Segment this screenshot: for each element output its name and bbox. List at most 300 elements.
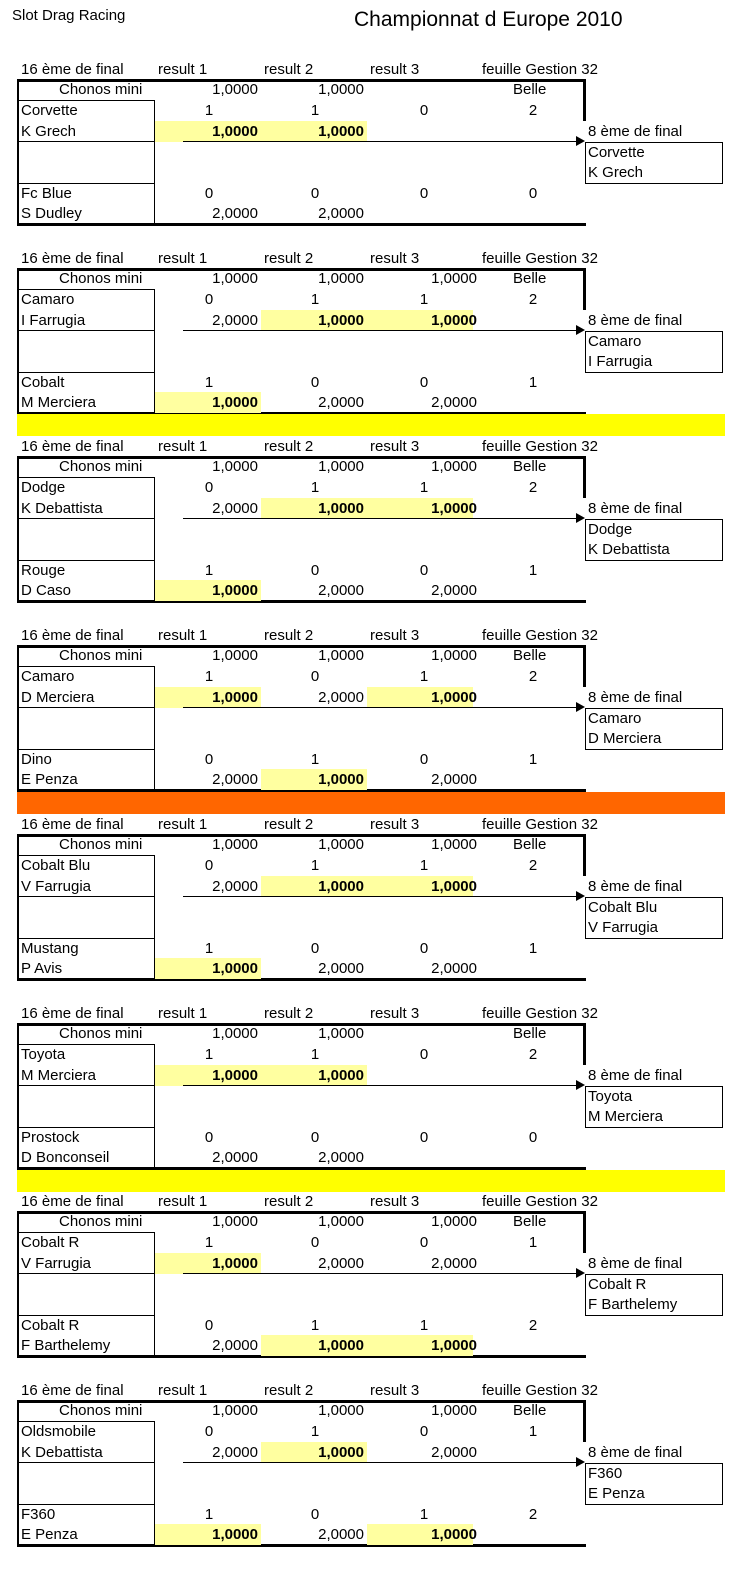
bottom-car-name: Fc Blue — [21, 185, 72, 202]
box-right-border — [583, 834, 586, 876]
belle-label: Belle — [513, 1402, 547, 1419]
bot-time: 2,0000 — [431, 960, 477, 977]
yellow-bar — [17, 1170, 725, 1192]
bot-win-count: 0 — [419, 562, 429, 579]
advance-arrow-head — [576, 1268, 585, 1278]
bot-win-count: 1 — [204, 374, 214, 391]
result-2-header: result 2 — [264, 438, 314, 455]
advance-arrow-line — [183, 1462, 578, 1463]
top-win-count: 1 — [419, 291, 429, 308]
bot-belle-count: 1 — [528, 374, 538, 391]
row-divider — [19, 518, 155, 519]
chrono-mini-value: 1,0000 — [431, 1213, 477, 1230]
chrono-mini-value: 1,0000 — [318, 1402, 364, 1419]
round-label: 16 ème de final — [21, 250, 124, 267]
row-divider — [19, 1273, 155, 1274]
top-driver-name: K Debattista — [21, 1444, 103, 1461]
chrono-mini-value: 1,0000 — [431, 270, 477, 287]
box-left-border — [17, 79, 19, 226]
chrono-mini-value: 1,0000 — [318, 1025, 364, 1042]
box-right-border — [583, 1211, 586, 1253]
chrono-mini-value: 1,0000 — [212, 647, 258, 664]
bot-win-count: 0 — [419, 374, 429, 391]
result-1-header: result 1 — [158, 61, 208, 78]
result-3-header: result 3 — [370, 1382, 420, 1399]
winner-car-name: Camaro — [588, 710, 642, 727]
bot-win-count: 1 — [310, 751, 320, 768]
advance-arrow-head — [576, 702, 585, 712]
chronos-label: Chonos mini — [59, 1402, 143, 1419]
top-win-count: 1 — [419, 479, 429, 496]
chronos-label: Chonos mini — [59, 81, 143, 98]
bot-win-count: 0 — [310, 562, 320, 579]
result-1-header: result 1 — [158, 816, 208, 833]
top-win-count: 0 — [204, 291, 214, 308]
top-belle-count: 1 — [528, 1423, 538, 1440]
advance-arrow-head — [576, 325, 585, 335]
row-divider — [19, 896, 155, 897]
top-driver-name: M Merciera — [21, 1067, 97, 1084]
top-belle-count: 2 — [528, 479, 538, 496]
top-car-name: Toyota — [21, 1046, 66, 1063]
chrono-mini-value: 1,0000 — [431, 836, 477, 853]
box-right-border — [583, 1400, 586, 1442]
next-round-label: 8 ème de final — [588, 1067, 683, 1084]
result-3-header: result 3 — [370, 1005, 420, 1022]
bot-win-count: 0 — [204, 1317, 214, 1334]
box-left-border — [17, 645, 19, 792]
result-1-header: result 1 — [158, 250, 208, 267]
top-belle-count: 2 — [528, 1046, 538, 1063]
bot-win-count: 0 — [419, 751, 429, 768]
bot-time: 1,0000 — [212, 1526, 258, 1543]
round-label: 16 ème de final — [21, 1193, 124, 1210]
belle-label: Belle — [513, 1213, 547, 1230]
row-divider — [19, 707, 155, 708]
top-time: 1,0000 — [212, 1255, 258, 1272]
belle-label: Belle — [513, 647, 547, 664]
top-time: 1,0000 — [431, 500, 477, 517]
top-belle-count: 1 — [528, 1234, 538, 1251]
sheet-label: feuille Gestion 32 — [482, 1193, 598, 1210]
chrono-mini-value: 1,0000 — [318, 647, 364, 664]
top-time: 2,0000 — [212, 878, 258, 895]
next-round-label: 8 ème de final — [588, 878, 683, 895]
chrono-mini-value: 1,0000 — [212, 81, 258, 98]
bot-time: 1,0000 — [318, 1337, 364, 1354]
top-car-name: Camaro — [21, 291, 75, 308]
winner-driver-name: V Farrugia — [588, 919, 659, 936]
bot-belle-count: 2 — [528, 1317, 538, 1334]
bottom-driver-name: M Merciera — [21, 394, 97, 411]
sheet-label: feuille Gestion 32 — [482, 627, 598, 644]
chrono-mini-value: 1,0000 — [431, 1402, 477, 1419]
top-car-name: Cobalt R — [21, 1234, 80, 1251]
orange-bar — [17, 792, 725, 814]
advance-arrow-head — [576, 1080, 585, 1090]
result-1-header: result 1 — [158, 1193, 208, 1210]
top-win-count: 1 — [204, 1046, 214, 1063]
top-car-name: Corvette — [21, 102, 78, 119]
winner-driver-name: K Debattista — [588, 541, 670, 558]
bot-win-count: 0 — [204, 1129, 214, 1146]
box-right-border — [583, 645, 586, 687]
match-block — [0, 1381, 749, 1551]
advance-arrow-head — [576, 136, 585, 146]
winner-car-name: Dodge — [588, 521, 633, 538]
next-round-label: 8 ème de final — [588, 1444, 683, 1461]
top-win-count: 1 — [204, 102, 214, 119]
top-time: 2,0000 — [212, 312, 258, 329]
bot-time: 1,0000 — [431, 1526, 477, 1543]
box-right-border — [583, 79, 586, 121]
top-driver-name: I Farrugia — [21, 312, 86, 329]
box-left-border — [17, 456, 19, 603]
chrono-mini-value: 1,0000 — [212, 836, 258, 853]
bot-time: 1,0000 — [212, 394, 258, 411]
winner-driver-name: D Merciera — [588, 730, 662, 747]
advance-arrow-line — [183, 707, 578, 708]
bot-belle-count: 1 — [528, 562, 538, 579]
top-time: 1,0000 — [431, 312, 477, 329]
box-bottom-border — [17, 223, 586, 226]
round-label: 16 ème de final — [21, 1005, 124, 1022]
result-1-header: result 1 — [158, 627, 208, 644]
bot-time: 2,0000 — [212, 1337, 258, 1354]
top-time: 1,0000 — [212, 1067, 258, 1084]
row-divider — [19, 330, 155, 331]
top-time: 2,0000 — [431, 1444, 477, 1461]
bottom-driver-name: P Avis — [21, 960, 63, 977]
top-car-name: Camaro — [21, 668, 75, 685]
advance-arrow-head — [576, 1457, 585, 1467]
result-2-header: result 2 — [264, 250, 314, 267]
chrono-mini-value: 1,0000 — [318, 81, 364, 98]
top-win-count: 0 — [204, 479, 214, 496]
match-block — [0, 60, 749, 230]
match-block — [0, 437, 749, 607]
next-round-label: 8 ème de final — [588, 1255, 683, 1272]
result-2-header: result 2 — [264, 1193, 314, 1210]
winner-car-name: Corvette — [588, 144, 645, 161]
winner-driver-name: E Penza — [588, 1485, 645, 1502]
belle-label: Belle — [513, 270, 547, 287]
bot-time: 2,0000 — [431, 394, 477, 411]
chrono-mini-value: 1,0000 — [318, 836, 364, 853]
match-block — [0, 1004, 749, 1174]
top-time: 1,0000 — [431, 689, 477, 706]
result-3-header: result 3 — [370, 816, 420, 833]
bottom-driver-name: D Bonconseil — [21, 1149, 110, 1166]
top-driver-name: D Merciera — [21, 689, 95, 706]
chrono-mini-value: 1,0000 — [431, 647, 477, 664]
row-divider — [19, 141, 155, 142]
belle-label: Belle — [513, 836, 547, 853]
name-col-divider — [154, 1044, 155, 1167]
belle-label: Belle — [513, 1025, 547, 1042]
yellow-bar — [17, 414, 725, 436]
box-bottom-border — [17, 1544, 586, 1547]
bot-win-count: 0 — [419, 1129, 429, 1146]
box-left-border — [17, 268, 19, 415]
match-block — [0, 626, 749, 796]
bot-time: 2,0000 — [318, 205, 364, 222]
bottom-driver-name: D Caso — [21, 582, 72, 599]
top-time: 1,0000 — [431, 878, 477, 895]
top-win-count: 1 — [310, 102, 320, 119]
sheet-label: feuille Gestion 32 — [482, 250, 598, 267]
sheet-label: feuille Gestion 32 — [482, 1005, 598, 1022]
top-car-name: Dodge — [21, 479, 66, 496]
advance-arrow-line — [183, 896, 578, 897]
bottom-car-name: Rouge — [21, 562, 66, 579]
belle-label: Belle — [513, 81, 547, 98]
top-time: 1,0000 — [318, 1067, 364, 1084]
top-belle-count: 2 — [528, 102, 538, 119]
result-3-header: result 3 — [370, 438, 420, 455]
top-win-count: 0 — [419, 1234, 429, 1251]
result-1-header: result 1 — [158, 1382, 208, 1399]
bot-time: 1,0000 — [431, 1337, 477, 1354]
bot-belle-count: 2 — [528, 1506, 538, 1523]
chrono-mini-value: 1,0000 — [212, 1213, 258, 1230]
bot-win-count: 0 — [310, 1129, 320, 1146]
result-1-header: result 1 — [158, 438, 208, 455]
bot-time: 1,0000 — [212, 960, 258, 977]
result-2-header: result 2 — [264, 61, 314, 78]
bot-time: 1,0000 — [318, 771, 364, 788]
top-time: 1,0000 — [212, 123, 258, 140]
bot-time: 2,0000 — [212, 1149, 258, 1166]
bottom-driver-name: E Penza — [21, 771, 78, 788]
bot-win-count: 1 — [419, 1506, 429, 1523]
chrono-mini-value: 1,0000 — [212, 1402, 258, 1419]
winner-driver-name: M Merciera — [588, 1108, 664, 1125]
top-win-count: 1 — [310, 857, 320, 874]
name-col-divider — [154, 1232, 155, 1355]
top-belle-count: 2 — [528, 291, 538, 308]
bot-win-count: 0 — [419, 185, 429, 202]
chrono-mini-value: 1,0000 — [431, 458, 477, 475]
bot-win-count: 1 — [419, 1317, 429, 1334]
bot-time: 2,0000 — [318, 582, 364, 599]
bot-belle-count: 0 — [528, 1129, 538, 1146]
match-block — [0, 1192, 749, 1362]
bot-belle-count: 0 — [528, 185, 538, 202]
box-left-border — [17, 1023, 19, 1170]
chronos-label: Chonos mini — [59, 1025, 143, 1042]
chrono-mini-value: 1,0000 — [212, 458, 258, 475]
bottom-car-name: Cobalt R — [21, 1317, 80, 1334]
next-round-label: 8 ème de final — [588, 312, 683, 329]
bot-win-count: 1 — [204, 1506, 214, 1523]
top-driver-name: V Farrugia — [21, 1255, 92, 1272]
result-1-header: result 1 — [158, 1005, 208, 1022]
bot-win-count: 1 — [204, 562, 214, 579]
chronos-label: Chonos mini — [59, 270, 143, 287]
top-win-count: 0 — [204, 857, 214, 874]
next-round-label: 8 ème de final — [588, 689, 683, 706]
chrono-mini-value: 1,0000 — [318, 458, 364, 475]
round-label: 16 ème de final — [21, 627, 124, 644]
advance-arrow-line — [183, 1273, 578, 1274]
name-col-divider — [154, 100, 155, 223]
top-car-name: Oldsmobile — [21, 1423, 97, 1440]
bot-time: 2,0000 — [212, 771, 258, 788]
winner-car-name: Cobalt Blu — [588, 899, 658, 916]
row-divider — [19, 1462, 155, 1463]
top-driver-name: K Debattista — [21, 500, 103, 517]
advance-arrow-line — [183, 141, 578, 142]
match-block — [0, 815, 749, 985]
next-round-label: 8 ème de final — [588, 123, 683, 140]
top-win-count: 1 — [419, 668, 429, 685]
winner-car-name: F360 — [588, 1465, 623, 1482]
top-driver-name: K Grech — [21, 123, 77, 140]
box-right-border — [583, 456, 586, 498]
winner-driver-name: I Farrugia — [588, 353, 653, 370]
box-right-border — [583, 268, 586, 310]
bot-belle-count: 1 — [528, 751, 538, 768]
top-win-count: 1 — [310, 1046, 320, 1063]
round-label: 16 ème de final — [21, 816, 124, 833]
top-win-count: 1 — [310, 291, 320, 308]
sheet-label: feuille Gestion 32 — [482, 816, 598, 833]
chrono-mini-value: 1,0000 — [318, 270, 364, 287]
top-win-count: 0 — [310, 668, 320, 685]
top-time: 1,0000 — [318, 878, 364, 895]
box-left-border — [17, 1400, 19, 1547]
winner-driver-name: F Barthelemy — [588, 1296, 678, 1313]
winner-car-name: Camaro — [588, 333, 642, 350]
name-col-divider — [154, 666, 155, 789]
page-title: Championnat d Europe 2010 — [354, 8, 623, 31]
result-3-header: result 3 — [370, 61, 420, 78]
advance-arrow-line — [183, 330, 578, 331]
sheet-label: feuille Gestion 32 — [482, 61, 598, 78]
box-bottom-border — [17, 600, 586, 603]
chronos-label: Chonos mini — [59, 836, 143, 853]
bottom-car-name: Dino — [21, 751, 52, 768]
chrono-mini-value: 1,0000 — [212, 270, 258, 287]
bot-time: 2,0000 — [318, 394, 364, 411]
top-win-count: 0 — [310, 1234, 320, 1251]
top-time: 2,0000 — [318, 1255, 364, 1272]
top-win-count: 0 — [419, 1046, 429, 1063]
top-win-count: 1 — [419, 857, 429, 874]
round-label: 16 ème de final — [21, 61, 124, 78]
bot-win-count: 1 — [204, 940, 214, 957]
bottom-driver-name: E Penza — [21, 1526, 78, 1543]
advance-arrow-head — [576, 513, 585, 523]
bottom-car-name: Mustang — [21, 940, 79, 957]
sheet-label: feuille Gestion 32 — [482, 438, 598, 455]
advance-arrow-line — [183, 1085, 578, 1086]
bot-win-count: 0 — [419, 940, 429, 957]
bot-win-count: 0 — [310, 374, 320, 391]
result-3-header: result 3 — [370, 627, 420, 644]
top-belle-count: 2 — [528, 668, 538, 685]
belle-label: Belle — [513, 458, 547, 475]
top-time: 1,0000 — [318, 312, 364, 329]
bottom-car-name: F360 — [21, 1506, 56, 1523]
box-bottom-border — [17, 978, 586, 981]
winner-driver-name: K Grech — [588, 164, 644, 181]
box-right-border — [583, 1023, 586, 1065]
top-time: 1,0000 — [318, 500, 364, 517]
top-win-count: 0 — [204, 1423, 214, 1440]
bot-time: 2,0000 — [431, 771, 477, 788]
winner-car-name: Cobalt R — [588, 1276, 647, 1293]
top-win-count: 1 — [204, 1234, 214, 1251]
bot-win-count: 1 — [310, 1317, 320, 1334]
top-time: 2,0000 — [212, 1444, 258, 1461]
top-win-count: 0 — [419, 102, 429, 119]
app-name: Slot Drag Racing — [12, 7, 126, 24]
bottom-driver-name: F Barthelemy — [21, 1337, 111, 1354]
bot-time: 2,0000 — [212, 205, 258, 222]
top-time: 2,0000 — [212, 500, 258, 517]
bot-win-count: 0 — [310, 1506, 320, 1523]
chronos-label: Chonos mini — [59, 1213, 143, 1230]
result-2-header: result 2 — [264, 1382, 314, 1399]
bot-time: 2,0000 — [431, 582, 477, 599]
bottom-car-name: Prostock — [21, 1129, 80, 1146]
next-round-label: 8 ème de final — [588, 500, 683, 517]
top-driver-name: V Farrugia — [21, 878, 92, 895]
advance-arrow-head — [576, 891, 585, 901]
chrono-mini-value: 1,0000 — [318, 1213, 364, 1230]
result-2-header: result 2 — [264, 1005, 314, 1022]
round-label: 16 ème de final — [21, 1382, 124, 1399]
bot-time: 2,0000 — [318, 960, 364, 977]
round-label: 16 ème de final — [21, 438, 124, 455]
top-time: 2,0000 — [431, 1255, 477, 1272]
top-win-count: 1 — [310, 1423, 320, 1440]
chrono-mini-value: 1,0000 — [212, 1025, 258, 1042]
top-win-count: 1 — [310, 479, 320, 496]
top-win-count: 0 — [419, 1423, 429, 1440]
top-time: 1,0000 — [318, 1444, 364, 1461]
result-2-header: result 2 — [264, 816, 314, 833]
sheet-label: feuille Gestion 32 — [482, 1382, 598, 1399]
bot-win-count: 0 — [204, 185, 214, 202]
chronos-label: Chonos mini — [59, 647, 143, 664]
bot-time: 1,0000 — [212, 582, 258, 599]
result-2-header: result 2 — [264, 627, 314, 644]
top-belle-count: 2 — [528, 857, 538, 874]
row-divider — [19, 1085, 155, 1086]
winner-car-name: Toyota — [588, 1088, 633, 1105]
bot-win-count: 0 — [310, 185, 320, 202]
top-time: 2,0000 — [318, 689, 364, 706]
advance-arrow-line — [183, 518, 578, 519]
bot-belle-count: 1 — [528, 940, 538, 957]
match-block — [0, 249, 749, 419]
top-time: 1,0000 — [318, 123, 364, 140]
bottom-car-name: Cobalt — [21, 374, 65, 391]
result-3-header: result 3 — [370, 250, 420, 267]
chronos-label: Chonos mini — [59, 458, 143, 475]
box-left-border — [17, 1211, 19, 1358]
box-left-border — [17, 834, 19, 981]
bot-win-count: 0 — [204, 751, 214, 768]
bot-time: 2,0000 — [318, 1526, 364, 1543]
top-time: 1,0000 — [212, 689, 258, 706]
top-car-name: Cobalt Blu — [21, 857, 91, 874]
bot-time: 2,0000 — [318, 1149, 364, 1166]
bottom-driver-name: S Dudley — [21, 205, 82, 222]
